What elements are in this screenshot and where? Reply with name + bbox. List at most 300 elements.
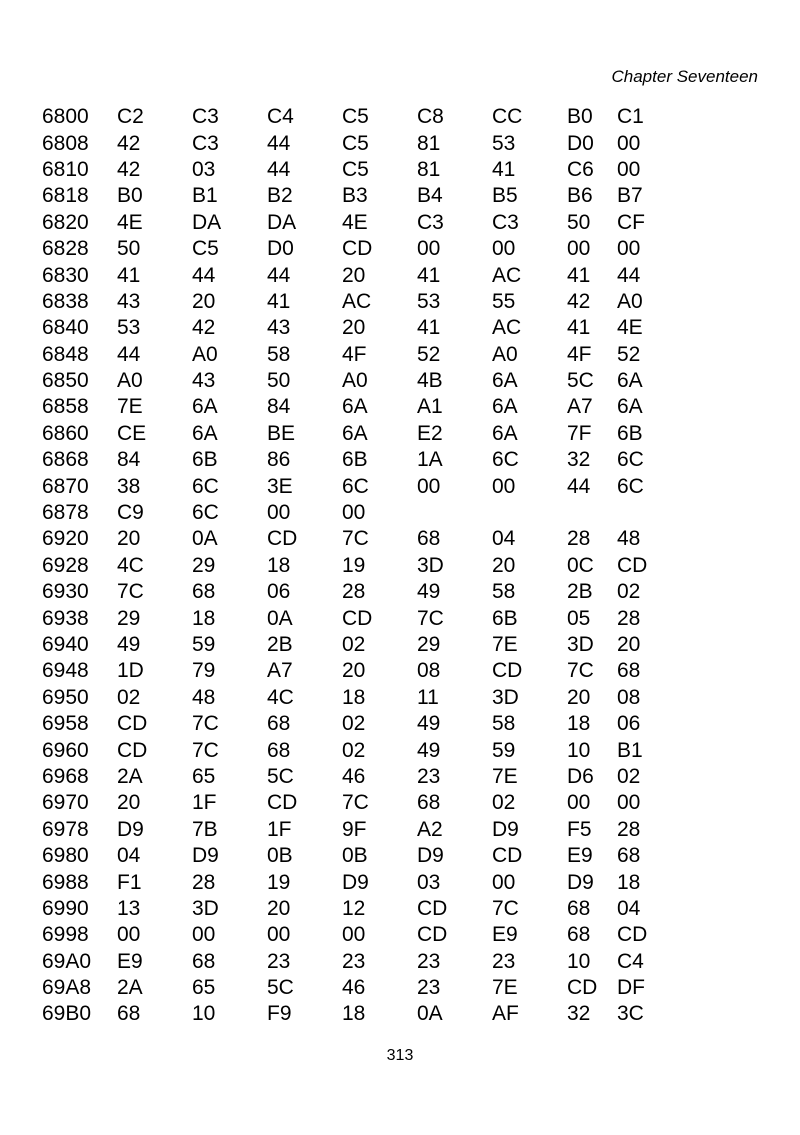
hex-row	[42, 526, 647, 552]
byte-cell: F1	[117, 870, 142, 894]
byte-cell: 28	[192, 870, 216, 894]
byte-cell: 00	[617, 237, 641, 261]
hex-row	[42, 157, 647, 183]
byte-cell: 68	[267, 738, 291, 762]
byte-cell: A0	[117, 369, 143, 393]
byte-cell: A0	[342, 369, 368, 393]
byte-cell: 41	[492, 157, 516, 181]
chapter-header: Chapter Seventeen	[611, 67, 758, 86]
byte-cell: A7	[567, 395, 593, 419]
byte-cell: CD	[417, 923, 448, 947]
address-cell: 69B0	[42, 1002, 92, 1026]
hex-row	[42, 394, 647, 420]
byte-cell: 00	[567, 237, 591, 261]
byte-cell: 43	[267, 316, 291, 340]
byte-cell: 20	[192, 289, 216, 313]
byte-cell: 44	[267, 157, 291, 181]
byte-cell: 50	[567, 210, 591, 234]
byte-cell: 84	[267, 395, 291, 419]
address-cell: 6948	[42, 659, 89, 683]
byte-cell: 6C	[342, 474, 369, 498]
address-cell: 6860	[42, 421, 89, 445]
byte-cell: 50	[267, 369, 291, 393]
hex-row	[42, 764, 647, 790]
byte-cell: 41	[417, 263, 441, 287]
byte-cell: 19	[267, 870, 291, 894]
byte-cell: B5	[492, 184, 518, 208]
byte-cell: 12	[342, 896, 366, 920]
address-cell: 6950	[42, 685, 89, 709]
byte-cell: 0A	[267, 606, 293, 630]
byte-cell: CD	[342, 237, 373, 261]
byte-cell: 20	[342, 316, 366, 340]
byte-cell: 7E	[492, 976, 518, 1000]
byte-cell: CD	[617, 553, 648, 577]
byte-cell: 6A	[492, 395, 518, 419]
byte-cell: 02	[617, 764, 641, 788]
byte-cell: D6	[567, 764, 594, 788]
byte-cell: 00	[567, 791, 591, 815]
byte-cell: B0	[117, 184, 143, 208]
byte-cell: 02	[342, 633, 366, 656]
byte-cell: 00	[417, 474, 441, 498]
byte-cell: 05	[567, 606, 591, 630]
byte-cell: 4E	[342, 210, 368, 234]
byte-cell: 58	[267, 342, 291, 366]
hex-row	[42, 315, 647, 341]
byte-cell: 06	[267, 580, 291, 604]
byte-cell: 44	[567, 474, 591, 498]
byte-cell: 00	[342, 501, 366, 525]
byte-cell: 29	[417, 633, 441, 656]
byte-cell: 53	[492, 131, 516, 155]
byte-cell: 04	[617, 896, 641, 920]
byte-cell: 7C	[492, 896, 519, 920]
byte-cell: D9	[117, 817, 144, 841]
hex-row	[42, 605, 647, 631]
byte-cell: 4B	[417, 369, 443, 393]
byte-cell: AC	[492, 316, 522, 340]
byte-cell: 68	[617, 844, 641, 868]
byte-cell: 29	[117, 606, 141, 630]
byte-cell: AC	[342, 289, 372, 313]
byte-cell: 41	[417, 316, 441, 340]
byte-cell: 32	[567, 448, 591, 472]
byte-cell: 28	[567, 527, 591, 551]
byte-cell: C3	[192, 131, 219, 155]
hex-row	[42, 869, 647, 895]
hex-row	[42, 210, 647, 236]
hex-row	[42, 183, 647, 209]
byte-cell: E2	[417, 421, 443, 445]
byte-cell: 46	[342, 976, 366, 1000]
byte-cell: B1	[192, 184, 218, 208]
hex-row	[42, 922, 647, 948]
byte-cell: 1D	[117, 659, 144, 683]
byte-cell: 42	[117, 157, 141, 181]
byte-cell: 68	[617, 659, 641, 683]
byte-cell: DA	[267, 210, 297, 234]
byte-cell: BE	[267, 421, 296, 445]
byte-cell: 00	[192, 923, 216, 947]
byte-cell: 68	[567, 923, 591, 947]
byte-cell: E9	[492, 923, 518, 947]
byte-cell: 44	[192, 263, 216, 287]
byte-cell: 2B	[267, 633, 293, 656]
byte-cell: 23	[492, 949, 516, 973]
address-cell: 6830	[42, 263, 89, 287]
byte-cell: 7F	[567, 421, 592, 445]
hex-row	[42, 368, 647, 394]
byte-cell: 03	[417, 870, 441, 894]
byte-cell: 7E	[492, 633, 518, 656]
byte-cell: C5	[342, 105, 369, 129]
hex-row	[42, 262, 647, 288]
byte-cell: 55	[492, 289, 516, 313]
byte-cell: 0A	[417, 1002, 443, 1026]
byte-cell: 52	[417, 342, 441, 366]
byte-cell: 20	[492, 553, 516, 577]
byte-cell: 6A	[492, 421, 518, 445]
byte-cell: 00	[617, 131, 641, 155]
hex-row	[42, 737, 647, 763]
hex-row	[42, 447, 647, 473]
byte-cell: 32	[567, 1002, 591, 1026]
byte-cell: C9	[117, 501, 144, 525]
byte-cell: 00	[617, 791, 641, 815]
byte-cell: 68	[192, 949, 216, 973]
address-cell: 6940	[42, 633, 89, 656]
hex-row	[42, 685, 647, 711]
byte-cell: 1F	[192, 791, 217, 815]
byte-cell: D0	[267, 237, 294, 261]
address-cell: 6878	[42, 501, 89, 525]
byte-cell: 43	[117, 289, 141, 313]
byte-cell: 20	[342, 659, 366, 683]
hex-row	[42, 236, 647, 262]
byte-cell: 68	[567, 896, 591, 920]
byte-cell: 44	[267, 263, 291, 287]
byte-cell: 19	[342, 553, 366, 577]
byte-cell: B0	[567, 105, 593, 129]
hex-row	[42, 632, 647, 658]
address-cell: 6828	[42, 237, 89, 261]
byte-cell: F5	[567, 817, 592, 841]
byte-cell: CD	[492, 659, 523, 683]
hex-row	[42, 289, 647, 315]
byte-cell: D9	[342, 870, 369, 894]
hex-row	[42, 104, 647, 130]
byte-cell: 7E	[117, 395, 143, 419]
byte-cell: C6	[567, 157, 594, 181]
byte-cell: AC	[492, 263, 522, 287]
byte-cell: AF	[492, 1002, 519, 1026]
byte-cell: 68	[267, 712, 291, 736]
address-cell: 69A8	[42, 976, 92, 1000]
byte-cell: 58	[492, 580, 516, 604]
byte-cell: 6C	[192, 501, 219, 525]
byte-cell: D9	[417, 844, 444, 868]
byte-cell: 68	[192, 580, 216, 604]
byte-cell: 59	[492, 738, 516, 762]
byte-cell: F9	[267, 1002, 292, 1026]
byte-cell: B1	[617, 738, 643, 762]
byte-cell: 3D	[192, 896, 219, 920]
byte-cell: 7C	[417, 606, 444, 630]
byte-cell: 00	[117, 923, 141, 947]
address-cell: 6820	[42, 210, 89, 234]
byte-cell: B7	[617, 184, 643, 208]
byte-cell: 00	[267, 501, 291, 525]
byte-cell: D9	[492, 817, 519, 841]
byte-cell: E9	[567, 844, 593, 868]
byte-cell: 4C	[267, 685, 294, 709]
address-cell: 6980	[42, 844, 89, 868]
byte-cell: 7C	[342, 791, 369, 815]
byte-cell: 7C	[567, 659, 594, 683]
byte-cell: 23	[417, 949, 441, 973]
byte-cell: 0B	[267, 844, 293, 868]
byte-cell: 11	[417, 685, 439, 709]
byte-cell: 49	[417, 580, 441, 604]
byte-cell: CD	[342, 606, 373, 630]
byte-cell: 23	[342, 949, 366, 973]
byte-cell: 20	[117, 791, 141, 815]
byte-cell: C5	[342, 157, 369, 181]
byte-cell: 18	[617, 870, 641, 894]
byte-cell: 7C	[342, 527, 369, 551]
byte-cell: 1F	[267, 817, 292, 841]
byte-cell: 6A	[192, 421, 218, 445]
byte-cell: 20	[567, 685, 591, 709]
byte-cell: 00	[342, 923, 366, 947]
hex-row	[42, 658, 647, 684]
byte-cell: 4C	[117, 553, 144, 577]
byte-cell: 42	[117, 131, 141, 155]
byte-cell: 42	[567, 289, 591, 313]
byte-cell: 6B	[192, 448, 218, 472]
address-cell: 6970	[42, 791, 89, 815]
byte-cell: 6C	[617, 474, 644, 498]
byte-cell: 38	[117, 474, 141, 498]
byte-cell: 6C	[192, 474, 219, 498]
byte-cell: DF	[617, 976, 645, 1000]
byte-cell: 4F	[567, 342, 592, 366]
hex-row	[42, 130, 647, 156]
address-cell: 6990	[42, 896, 89, 920]
byte-cell: 9F	[342, 817, 367, 841]
byte-cell: CD	[492, 844, 523, 868]
hex-row	[42, 342, 647, 368]
byte-cell: 6A	[617, 369, 643, 393]
byte-cell: 10	[567, 949, 591, 973]
hex-row	[42, 711, 647, 737]
byte-cell: 0B	[342, 844, 368, 868]
byte-cell: A0	[192, 342, 218, 366]
byte-cell: 49	[117, 633, 141, 656]
hex-row	[42, 1001, 647, 1027]
byte-cell: 6A	[342, 421, 368, 445]
byte-cell: 44	[617, 263, 641, 287]
byte-cell: 7C	[117, 580, 144, 604]
byte-cell: 59	[192, 633, 216, 656]
byte-cell: C3	[192, 105, 219, 129]
byte-cell: 48	[192, 685, 216, 709]
byte-cell: 23	[267, 949, 291, 973]
byte-cell: 7B	[192, 817, 218, 841]
byte-cell: 41	[567, 316, 591, 340]
byte-cell: 2A	[117, 764, 143, 788]
byte-cell: 3D	[492, 685, 519, 709]
byte-cell: A0	[617, 289, 643, 313]
byte-cell: 00	[267, 923, 291, 947]
byte-cell: 0C	[567, 553, 594, 577]
byte-cell: 79	[192, 659, 216, 683]
byte-cell: DA	[192, 210, 222, 234]
byte-cell: 58	[492, 712, 516, 736]
byte-cell: 6A	[492, 369, 518, 393]
byte-cell: CD	[117, 712, 148, 736]
byte-cell: D9	[192, 844, 219, 868]
byte-cell: 04	[492, 527, 516, 551]
byte-cell: CD	[267, 791, 298, 815]
byte-cell: 41	[117, 263, 141, 287]
address-cell: 6840	[42, 316, 89, 340]
address-cell: 6838	[42, 289, 89, 313]
byte-cell: 53	[117, 316, 141, 340]
byte-cell: B4	[417, 184, 443, 208]
hex-row	[42, 843, 647, 869]
byte-cell: 00	[492, 474, 516, 498]
address-cell: 6960	[42, 738, 89, 762]
byte-cell: 03	[192, 157, 216, 181]
address-cell: 6848	[42, 342, 89, 366]
byte-cell: 18	[342, 685, 366, 709]
byte-cell: 43	[192, 369, 216, 393]
byte-cell: 00	[492, 237, 516, 261]
byte-cell: 3D	[567, 633, 594, 656]
byte-cell: CD	[267, 527, 298, 551]
address-cell: 6928	[42, 553, 89, 577]
byte-cell: 00	[492, 870, 516, 894]
byte-cell: CD	[567, 976, 598, 1000]
byte-cell: 53	[417, 289, 441, 313]
byte-cell: 23	[417, 764, 441, 788]
byte-cell: 4E	[117, 210, 143, 234]
byte-cell: 18	[567, 712, 591, 736]
hex-row	[42, 421, 647, 447]
byte-cell: 02	[342, 712, 366, 736]
byte-cell: 7E	[492, 764, 518, 788]
hex-row	[42, 500, 647, 526]
byte-cell: 4F	[342, 342, 367, 366]
byte-cell: 20	[342, 263, 366, 287]
byte-cell: 08	[617, 685, 641, 709]
byte-cell: 68	[417, 527, 441, 551]
byte-cell: CD	[417, 896, 448, 920]
byte-cell: 29	[192, 553, 216, 577]
byte-cell: 50	[117, 237, 141, 261]
page-number: 313	[386, 1047, 414, 1064]
address-cell: 6810	[42, 157, 89, 181]
hex-row	[42, 817, 647, 843]
byte-cell: 6B	[342, 448, 368, 472]
byte-cell: 04	[117, 844, 141, 868]
byte-cell: 6C	[617, 448, 644, 472]
byte-cell: 68	[417, 791, 441, 815]
byte-cell: 10	[192, 1002, 216, 1026]
byte-cell: 02	[117, 685, 141, 709]
byte-cell: E9	[117, 949, 143, 973]
byte-cell: 18	[342, 1002, 366, 1026]
byte-cell: 28	[617, 817, 641, 841]
byte-cell: 5C	[267, 976, 294, 1000]
byte-cell: 6A	[617, 395, 643, 419]
byte-cell: 6A	[192, 395, 218, 419]
byte-cell: 3E	[267, 474, 293, 498]
address-cell: 6808	[42, 131, 89, 155]
hex-row	[42, 553, 647, 579]
byte-cell: CD	[117, 738, 148, 762]
byte-cell: 49	[417, 738, 441, 762]
byte-cell: 68	[117, 1002, 141, 1026]
address-cell: 6930	[42, 580, 89, 604]
byte-cell: 4E	[617, 316, 643, 340]
byte-cell: 52	[617, 342, 641, 366]
byte-cell: CE	[117, 421, 147, 445]
byte-cell: C5	[192, 237, 219, 261]
byte-cell: 20	[117, 527, 141, 551]
byte-cell: 10	[567, 738, 591, 762]
byte-cell: 49	[417, 712, 441, 736]
byte-cell: C5	[342, 131, 369, 155]
byte-cell: CD	[617, 923, 648, 947]
address-cell: 6978	[42, 817, 89, 841]
byte-cell: 6C	[492, 448, 519, 472]
address-cell: 6920	[42, 527, 89, 551]
hex-row	[42, 579, 647, 605]
byte-cell: C3	[417, 210, 444, 234]
byte-cell: B2	[267, 184, 293, 208]
byte-cell: 00	[617, 157, 641, 181]
byte-cell: 6B	[492, 606, 518, 630]
address-cell: 6870	[42, 474, 89, 498]
byte-cell: 5C	[267, 764, 294, 788]
byte-cell: 84	[117, 448, 141, 472]
address-cell: 6988	[42, 870, 89, 894]
byte-cell: 3D	[417, 553, 444, 577]
address-cell: 6968	[42, 764, 89, 788]
byte-cell: C8	[417, 105, 444, 129]
byte-cell: D9	[567, 870, 594, 894]
byte-cell: D0	[567, 131, 594, 155]
hex-row	[42, 790, 647, 816]
byte-cell: C4	[617, 949, 644, 973]
address-cell: 6850	[42, 369, 89, 393]
byte-cell: 18	[192, 606, 216, 630]
byte-cell: C2	[117, 105, 144, 129]
address-cell: 6800	[42, 105, 89, 129]
byte-cell: 6A	[342, 395, 368, 419]
byte-cell: 00	[417, 237, 441, 261]
byte-cell: 23	[417, 976, 441, 1000]
byte-cell: A1	[417, 395, 443, 419]
hex-row	[42, 949, 647, 975]
byte-cell: B3	[342, 184, 368, 208]
byte-cell: 46	[342, 764, 366, 788]
byte-cell: 81	[417, 131, 441, 155]
byte-cell: 65	[192, 976, 216, 1000]
